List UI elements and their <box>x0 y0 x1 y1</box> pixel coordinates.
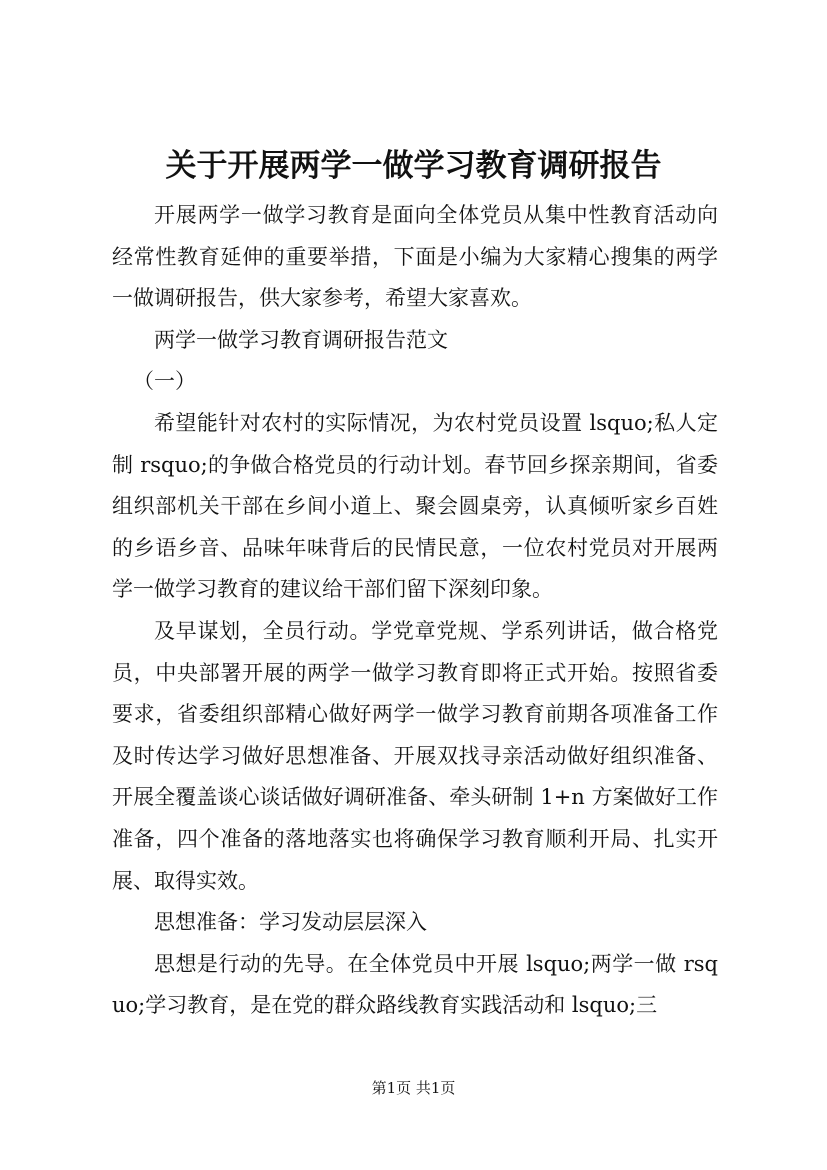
page-footer: 第1页 共1页 <box>371 1079 456 1097</box>
paragraph-subtitle: 两学一做学习教育调研报告范文 <box>154 327 448 352</box>
paragraph-body-2: 及早谋划，全员行动。学党章党规、学系列讲话，做合格党员，中央部署开展的两学一做学习教育即将正式开始。按照省委要求，省委组织部精心做好两学一做学习教育前期各项准备工作及时传达学习做好思想准备、开展双找寻亲活动做好组织准备、开展全覆盖谈心谈话做好调研准备、牵头研制 1+n 方案做好工作准备，四个准备的落地落实也将确保学习教育顺利开局、扎实开展、取得实效。 <box>112 618 718 893</box>
document-body <box>112 195 718 1027</box>
paragraph-intro: 开展两学一做学习教育是面向全体党员从集中性教育活动向经常性教育延伸的重要举措，下面是小编为大家精心搜集的两学一做调研报告，供大家参考，希望大家喜欢。 <box>112 203 718 311</box>
page-title: 关于开展两学一做学习教育调研报告 <box>165 148 662 184</box>
paragraph-body-1: 希望能针对农村的实际情况，为农村党员设置 lsquo;私人定制 rsquo;的争做合格党员的行动计划。春节回乡探亲期间，省委组织部机关干部在乡间小道上、聚会圆桌旁，认真倾听家乡百姓的乡语乡音、品味年味背后的民情民意，一位农村党员对开展两学一做学习教育的建议给干部们留下深刻印象。 <box>112 410 718 602</box>
paragraph-section-number: （一） <box>133 369 196 394</box>
paragraph-body-3: 思想是行动的先导。在全体党员中开展 lsquo;两学一做 rsquo;学习教育，是在党的群众路线教育实践活动和 lsquo;三 <box>112 951 718 1018</box>
paragraph-heading: 思想准备：学习发动层层深入 <box>154 910 427 935</box>
